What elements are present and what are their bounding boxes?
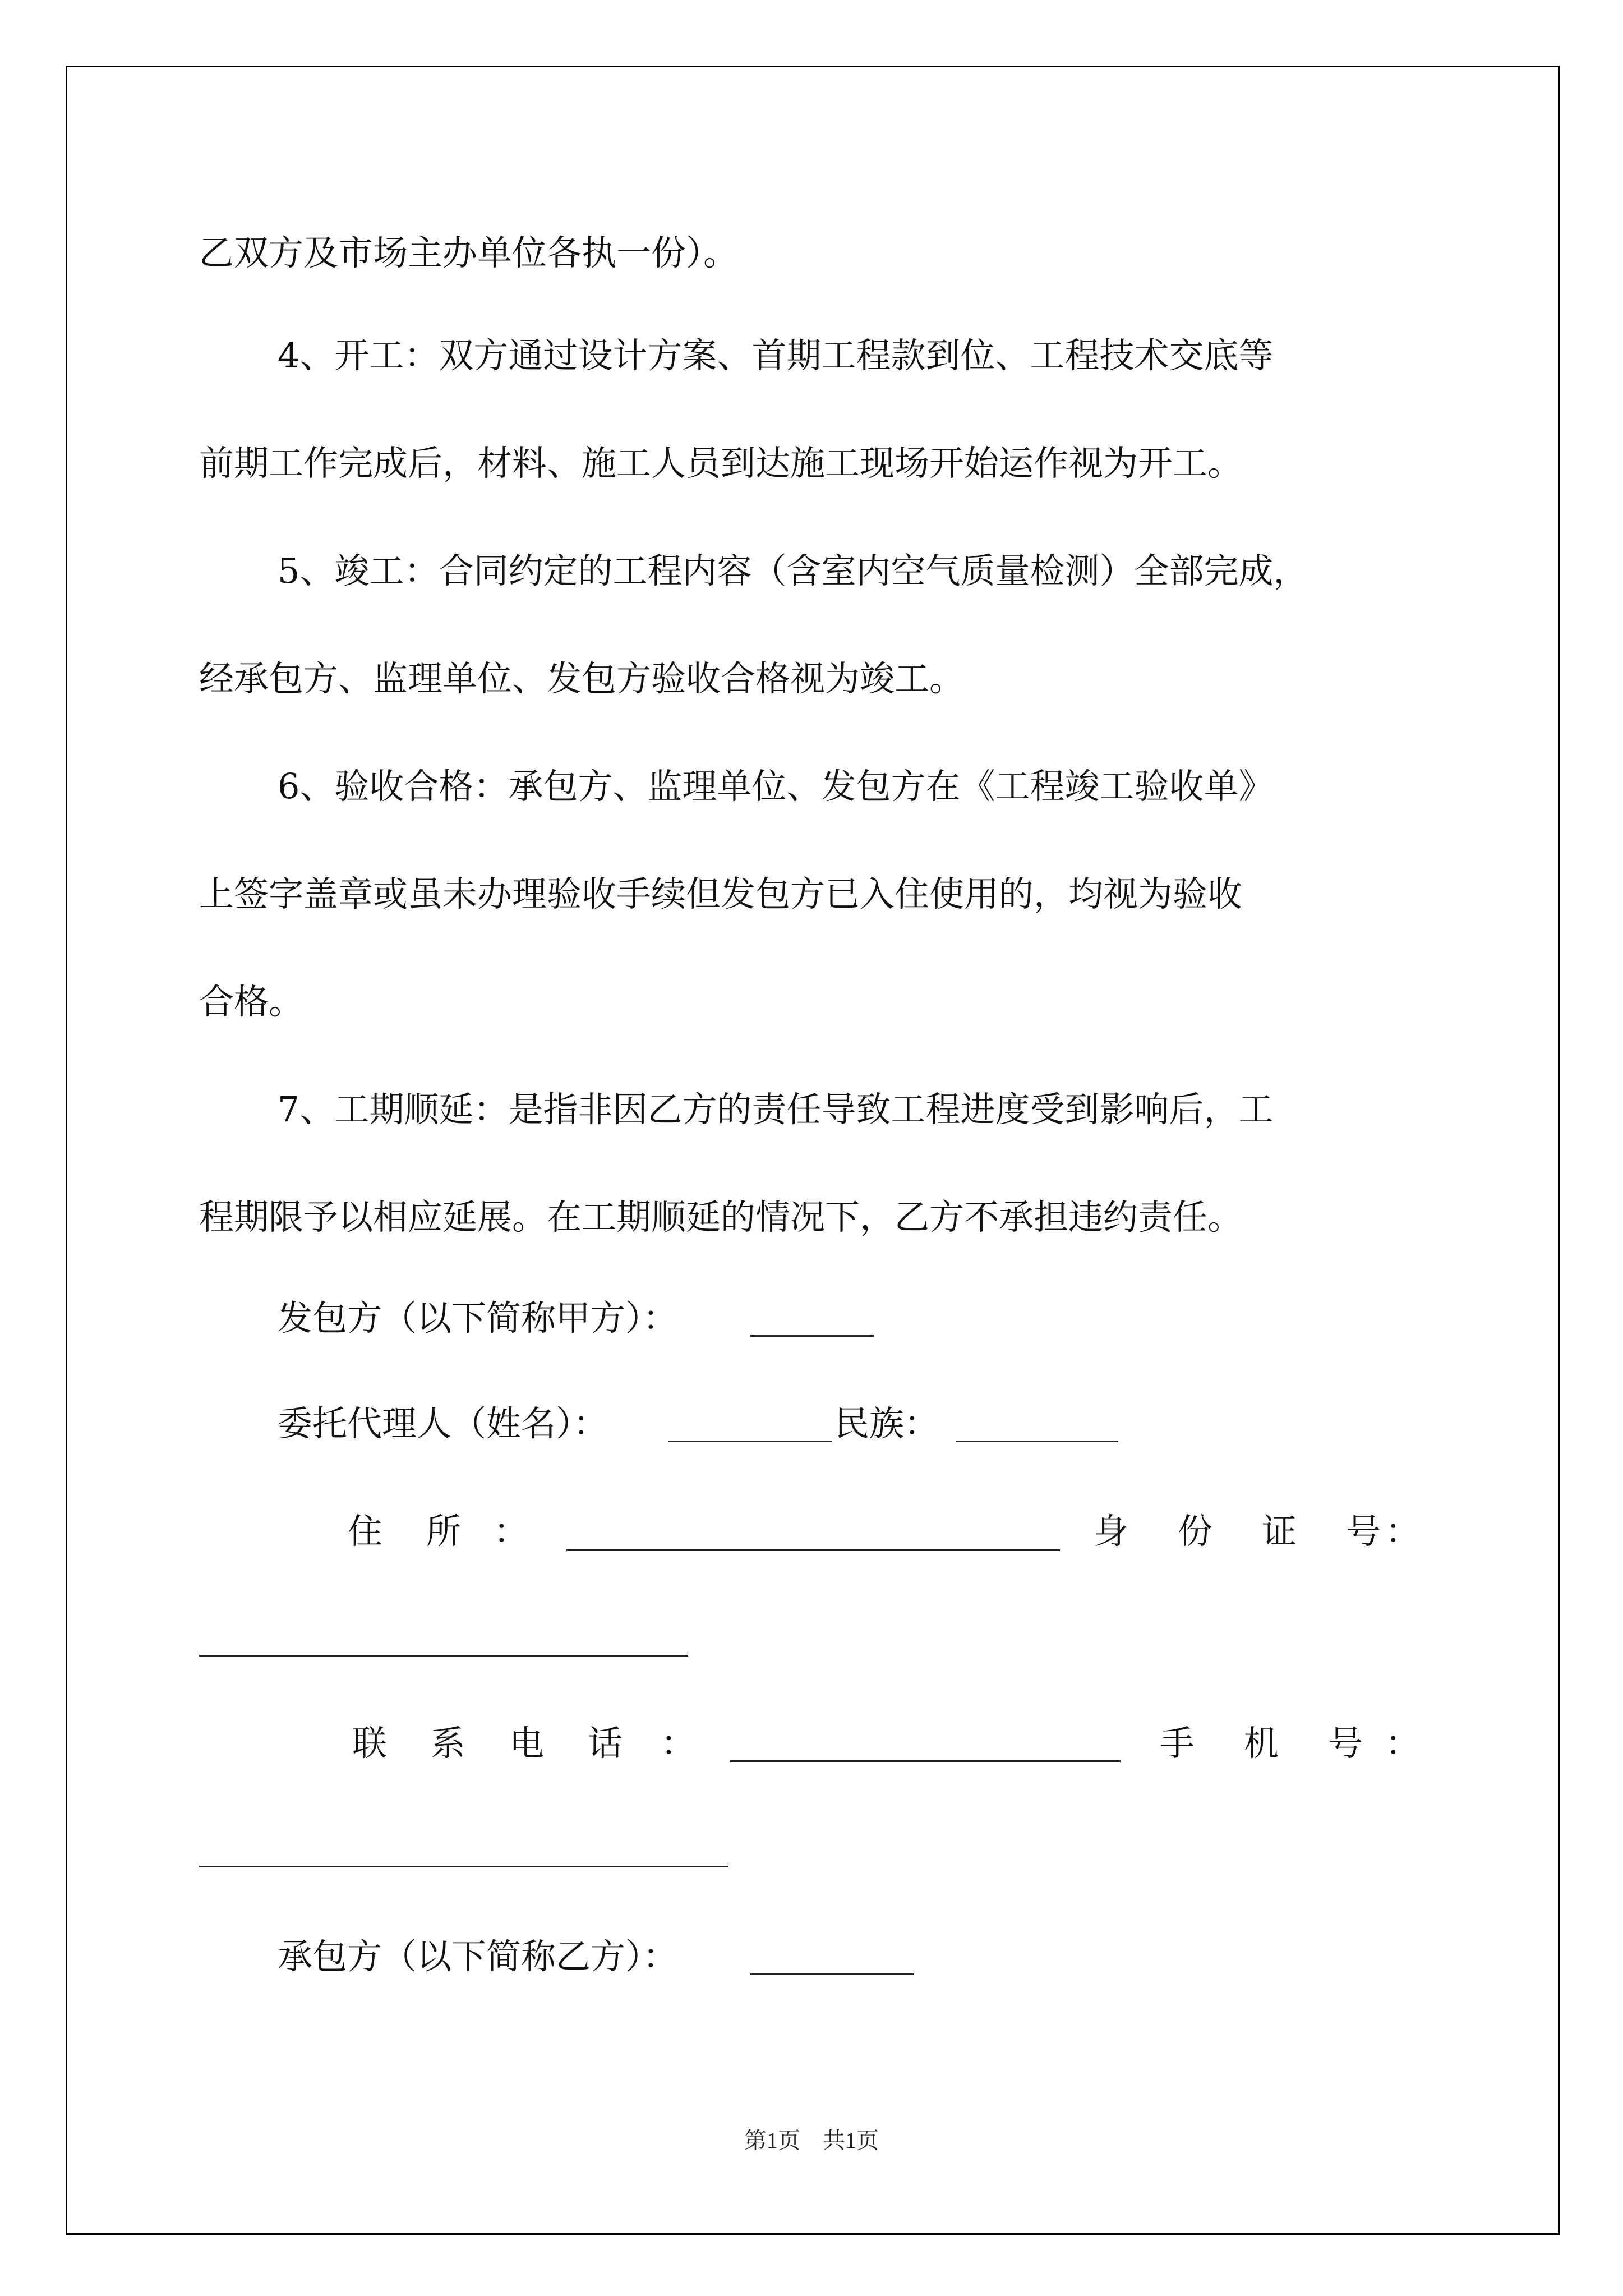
mobile-char: 号 — [1328, 1723, 1363, 1764]
party-a-label: 发包方（以下简称甲方）： — [278, 1297, 678, 1338]
party-b-blank[interactable] — [750, 1973, 914, 1975]
agent-label: 委托代理人（姓名）： — [278, 1403, 608, 1444]
clause-6-line-2: 上签字盖章或虽未办理验收手续但发包方已入住使用的，均视为验收 — [199, 873, 1243, 914]
address-char: 所 — [426, 1511, 462, 1552]
party-a-blank[interactable] — [750, 1335, 874, 1337]
page-frame — [66, 66, 1560, 2235]
id-number-char: 身 — [1094, 1511, 1129, 1552]
clause-5-line-2: 经承包方、监理单位、发包方验收合格视为竣工。 — [199, 658, 965, 699]
id-number-char: 号 — [1346, 1511, 1381, 1552]
clause-6-line-1: 6、验收合格：承包方、监理单位、发包方在《工程竣工验收单》 — [278, 766, 1274, 807]
address-char: 住 — [348, 1511, 383, 1552]
ethnicity-blank[interactable] — [956, 1441, 1118, 1442]
address-char: ： — [494, 1511, 529, 1552]
clause-4-line-1: 4、开工：双方通过设计方案、首期工程款到位、工程技术交底等 — [278, 335, 1274, 376]
party-b-label: 承包方（以下简称乙方）： — [278, 1936, 678, 1977]
phone-char: 话 — [588, 1723, 623, 1764]
address-blank[interactable] — [566, 1549, 1060, 1551]
mobile-char: 机 — [1244, 1723, 1279, 1764]
agent-name-blank[interactable] — [668, 1441, 832, 1442]
mobile-blank[interactable] — [199, 1866, 728, 1867]
page-number: 第1页 共1页 — [744, 2128, 879, 2153]
phone-char: 联 — [352, 1723, 388, 1764]
mobile-char: 手 — [1160, 1723, 1195, 1764]
ethnicity-label: 民族： — [834, 1403, 939, 1444]
id-number-char: 证 — [1262, 1511, 1297, 1552]
id-number-blank[interactable] — [199, 1655, 688, 1657]
id-number-char: 份 — [1178, 1511, 1213, 1552]
phone-char: 系 — [431, 1723, 466, 1764]
phone-char: 电 — [509, 1723, 545, 1764]
paragraph-line: 乙双方及市场主办单位各执一份）。 — [199, 232, 739, 273]
phone-char: ： — [661, 1723, 696, 1764]
mobile-char: ： — [1385, 1723, 1421, 1764]
clause-7-line-1: 7、工期顺延：是指非因乙方的责任导致工程进度受到影响后，工 — [278, 1089, 1274, 1130]
id-number-char: ： — [1385, 1511, 1421, 1552]
clause-4-line-2: 前期工作完成后，材料、施工人员到达施工现场开始运作视为开工。 — [199, 443, 1243, 484]
clause-7-line-2: 程期限予以相应延展。在工期顺延的情况下，乙方不承担违约责任。 — [199, 1197, 1243, 1237]
clause-6-line-3: 合格。 — [199, 981, 304, 1022]
clause-5-line-1: 5、竣工：合同约定的工程内容（含室内空气质量检测）全部完成， — [278, 550, 1308, 591]
phone-blank[interactable] — [730, 1760, 1121, 1762]
